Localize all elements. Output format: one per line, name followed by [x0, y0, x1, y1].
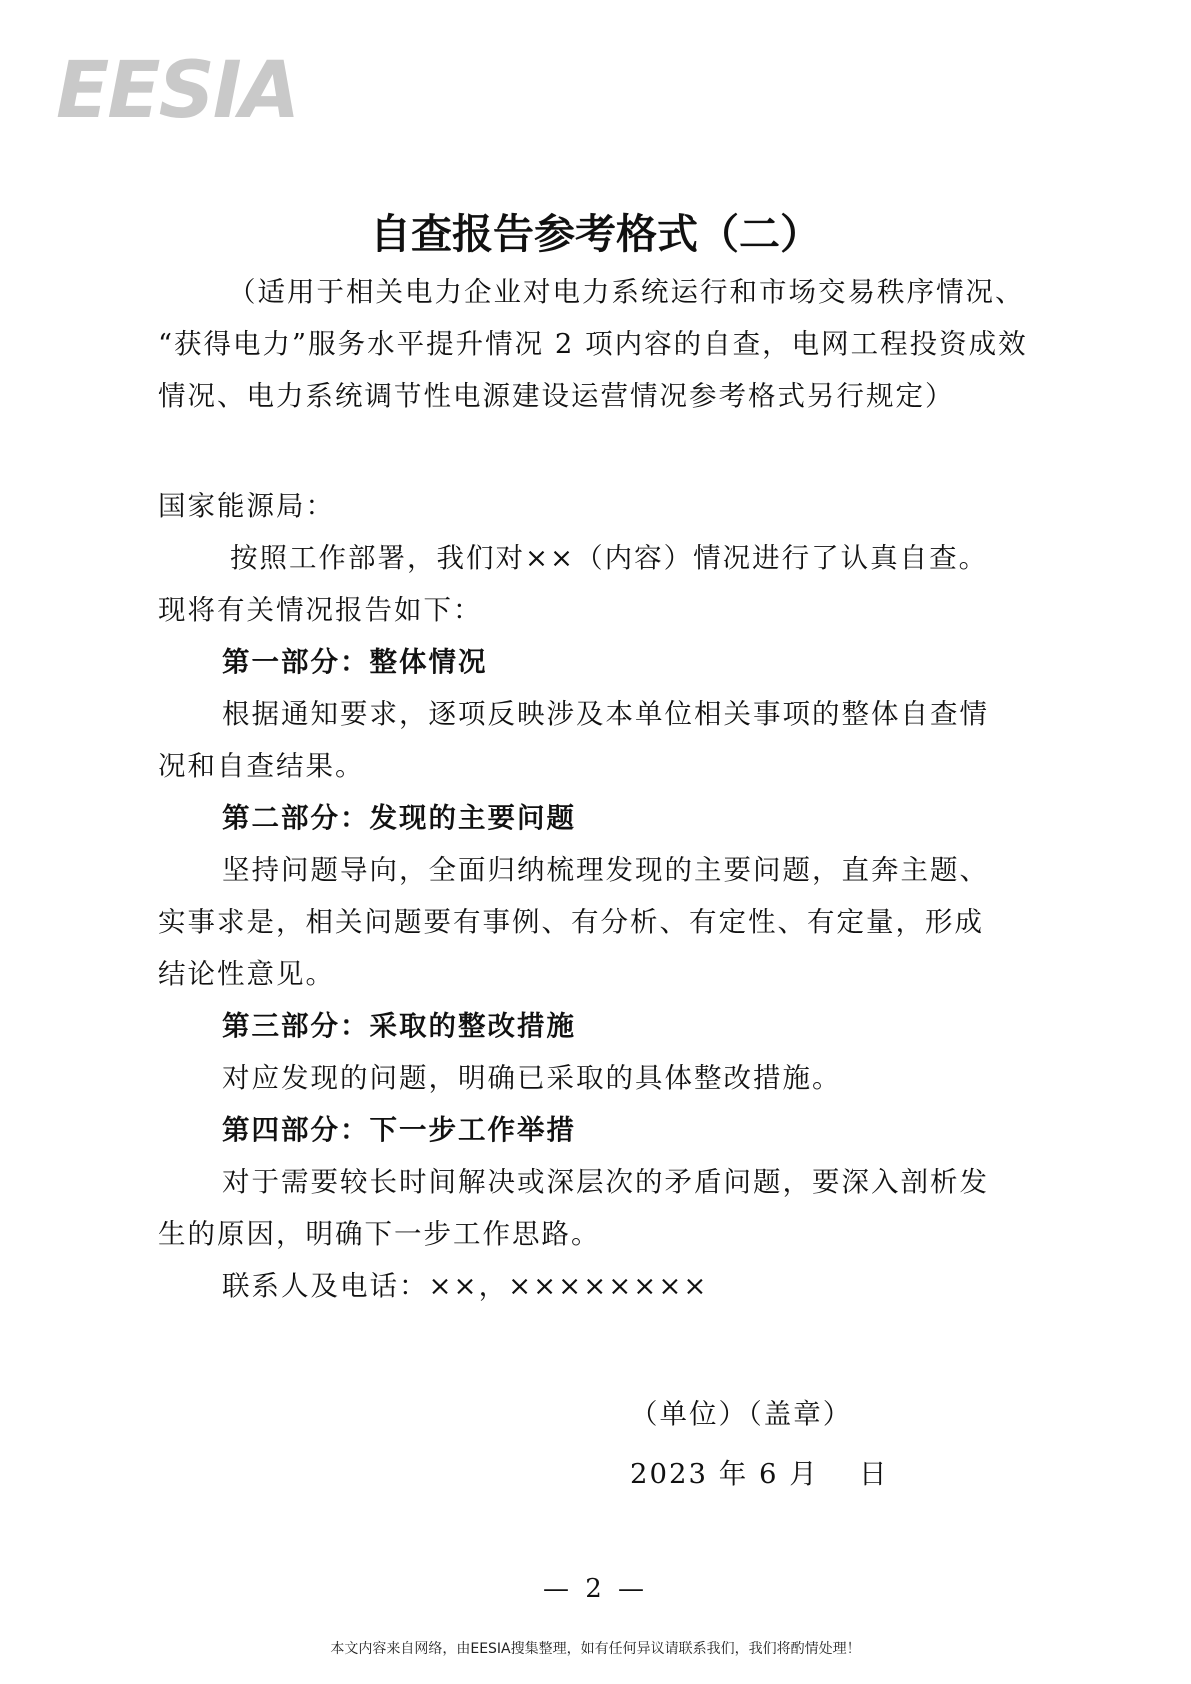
section-line: 生的原因，明确下一步工作思路。: [158, 1218, 601, 1250]
section-line: 坚持问题导向，全面归纳梳理发现的主要问题，直奔主题、: [222, 854, 989, 886]
section-line: 对于需要较长时间解决或深层次的矛盾问题，要深入剖析发: [222, 1166, 989, 1198]
page-number: — 2 —: [542, 1574, 649, 1604]
signature-date: 2023 年 6 月 日: [630, 1458, 889, 1490]
section-line: 实事求是，相关问题要有事例、有分析、有定性、有定量，形成: [158, 906, 984, 938]
section-heading: 第三部分：采取的整改措施: [222, 1010, 576, 1042]
section-line: 结论性意见。: [158, 958, 335, 990]
scope-line: 情况、电力系统调节性电源建设运营情况参考格式另行规定）: [158, 380, 955, 412]
scope-note: [158, 266, 1048, 422]
signature-block: [630, 1384, 888, 1504]
section-heading: 第四部分：下一步工作举措: [222, 1114, 576, 1146]
signature-unit: （单位）（盖章）: [630, 1398, 853, 1430]
intro-line: 现将有关情况报告如下：: [158, 594, 483, 626]
eesia-logo: EESIA: [56, 46, 299, 136]
scope-line: “获得电力”服务水平提升情况 2 项内容的自查，电网工程投资成效: [158, 328, 1028, 360]
page-title: 自查报告参考格式（二）: [370, 210, 821, 258]
salutation: 国家能源局：: [158, 490, 335, 522]
section-heading: 第一部分：整体情况: [222, 646, 488, 678]
section-line: 对应发现的问题，明确已采取的具体整改措施。: [222, 1062, 842, 1094]
contact-line: 联系人及电话：××，××××××××: [222, 1270, 709, 1302]
section-line: 根据通知要求，逐项反映涉及本单位相关事项的整体自查情: [222, 698, 989, 730]
section-heading: 第二部分：发现的主要问题: [222, 802, 576, 834]
scope-line: （适用于相关电力企业对电力系统运行和市场交易秩序情况、: [228, 276, 1025, 308]
intro-line: 按照工作部署，我们对××（内容）情况进行了认真自查。: [230, 542, 989, 574]
report-body: [158, 480, 1048, 1312]
footer-note: 本文内容来自网络，由EESIA搜集整理，如有任何异议请联系我们，我们将酌情处理！: [330, 1641, 861, 1657]
section-line: 况和自查结果。: [158, 750, 365, 782]
